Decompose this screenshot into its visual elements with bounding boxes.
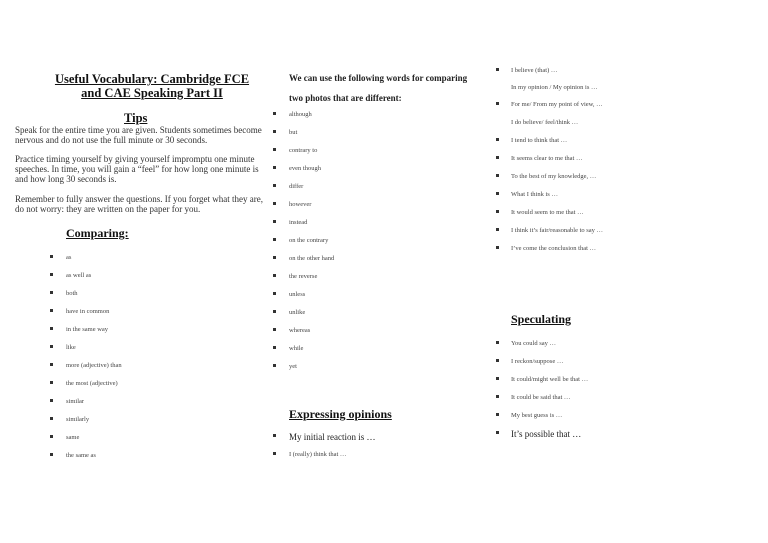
list-item: on the other hand: [273, 255, 473, 273]
list-item: It would seem to me that …: [496, 209, 696, 227]
bullet-icon: [273, 166, 276, 169]
comparing-list: [50, 254, 250, 470]
bullet-icon: [273, 130, 276, 133]
comparing-heading: Comparing:: [66, 226, 129, 240]
list-item: It’s possible that …: [496, 430, 696, 448]
bullet-icon: [496, 192, 499, 195]
bullet-icon: [496, 377, 499, 380]
bullet-icon: [496, 413, 499, 416]
bullet-icon: [273, 220, 276, 223]
list-item: For me/ From my point of view, …: [496, 101, 696, 119]
list-item: in the same way: [50, 326, 250, 344]
list-item: have in common: [50, 308, 250, 326]
list-item: It could be said that …: [496, 394, 696, 412]
bullet-icon: [496, 246, 499, 249]
list-item: unlike: [273, 309, 473, 327]
bullet-icon: [273, 434, 276, 437]
list-item: It seems clear to me that …: [496, 155, 696, 173]
list-item: whereas: [273, 327, 473, 345]
bullet-icon: [50, 399, 53, 402]
list-item: both: [50, 290, 250, 308]
tip-3: Remember to fully answer the questions. If you forget what they are, do not worry: they are written on the paper for you.: [15, 194, 264, 214]
bullet-icon: [50, 327, 53, 330]
list-item: but: [273, 129, 473, 147]
list-item: instead: [273, 219, 473, 237]
list-item: yet: [273, 363, 473, 381]
list-item: My best guess is …: [496, 412, 696, 430]
list-item: It could/might well be that …: [496, 376, 696, 394]
bullet-icon: [496, 431, 499, 434]
bullet-icon: [496, 210, 499, 213]
list-item: To the best of my knowledge, …: [496, 173, 696, 191]
list-item: the reverse: [273, 273, 473, 291]
list-item: even though: [273, 165, 473, 183]
list-item: more (adjective) than: [50, 362, 250, 380]
bullet-icon: [50, 309, 53, 312]
bullet-icon: [273, 328, 276, 331]
document-title: Useful Vocabulary: Cambridge FCE and CAE Speaking Part II: [54, 72, 250, 100]
bullet-icon: [273, 292, 276, 295]
bullet-icon: [496, 68, 499, 71]
bullet-icon: [273, 346, 276, 349]
list-item: contrary to: [273, 147, 473, 165]
bullet-icon: [50, 363, 53, 366]
bullet-icon: [50, 435, 53, 438]
opinions-cont-list-a: [496, 67, 696, 85]
list-item: the most (adjective): [50, 380, 250, 398]
bullet-icon: [50, 273, 53, 276]
tips-heading: Tips: [124, 111, 148, 125]
opinions-list: [273, 433, 473, 469]
bullet-icon: [50, 453, 53, 456]
list-item: the same as: [50, 452, 250, 470]
different-intro: We can use the following words for comparing two photos that are different:: [289, 73, 468, 103]
list-item: I believe (that) …: [496, 67, 696, 85]
opinions-cont-list-b: [496, 101, 696, 119]
list-item: What I think is …: [496, 191, 696, 209]
list-item: same: [50, 434, 250, 452]
list-item: You could say …: [496, 340, 696, 358]
bullet-icon: [273, 274, 276, 277]
opinions-heading: Expressing opinions: [289, 407, 392, 421]
bullet-icon: [273, 238, 276, 241]
list-item: as well as: [50, 272, 250, 290]
list-item: like: [50, 344, 250, 362]
list-item: although: [273, 111, 473, 129]
bullet-icon: [496, 359, 499, 362]
list-item: unless: [273, 291, 473, 309]
bullet-icon: [496, 341, 499, 344]
list-item: My initial reaction is …: [273, 433, 473, 451]
list-item: similar: [50, 398, 250, 416]
bullet-icon: [496, 395, 499, 398]
list-item: while: [273, 345, 473, 363]
bullet-icon: [273, 202, 276, 205]
opinions-cont-list-c: [496, 137, 696, 263]
bullet-icon: [50, 417, 53, 420]
list-item: similarly: [50, 416, 250, 434]
bullet-icon: [496, 138, 499, 141]
bullet-icon: [273, 364, 276, 367]
list-item: I reckon/suppose …: [496, 358, 696, 376]
bullet-icon: [273, 184, 276, 187]
bullet-icon: [273, 256, 276, 259]
speculating-list: [496, 340, 696, 448]
list-item: as: [50, 254, 250, 272]
list-item: I tend to think that …: [496, 137, 696, 155]
bullet-icon: [50, 255, 53, 258]
opinion-sub-2: I do believe/ feel/think …: [511, 119, 579, 126]
bullet-icon: [273, 112, 276, 115]
bullet-icon: [50, 291, 53, 294]
speculating-heading: Speculating: [511, 312, 572, 326]
different-list: [273, 111, 473, 381]
bullet-icon: [496, 174, 499, 177]
bullet-icon: [496, 102, 499, 105]
bullet-icon: [273, 310, 276, 313]
list-item: differ: [273, 183, 473, 201]
bullet-icon: [50, 345, 53, 348]
list-item: I think it’s fair/reasonable to say …: [496, 227, 696, 245]
tip-2: Practice timing yourself by giving yourself impromptu one minute speeches. In time, you will gain a “feel” for how long one minute is and how long 30 seconds is.: [15, 154, 259, 184]
bullet-icon: [273, 148, 276, 151]
list-item: I (really) think that …: [273, 451, 473, 469]
list-item: however: [273, 201, 473, 219]
list-item: I’ve come the conclusion that …: [496, 245, 696, 263]
tip-1: Speak for the entire time you are given. Students sometimes become nervous and do not use the full minute or 30 seconds.: [15, 125, 262, 145]
list-item: on the contrary: [273, 237, 473, 255]
bullet-icon: [496, 228, 499, 231]
bullet-icon: [50, 381, 53, 384]
opinion-sub-1: In my opinion / My opinion is …: [511, 84, 598, 91]
bullet-icon: [273, 452, 276, 455]
bullet-icon: [496, 156, 499, 159]
